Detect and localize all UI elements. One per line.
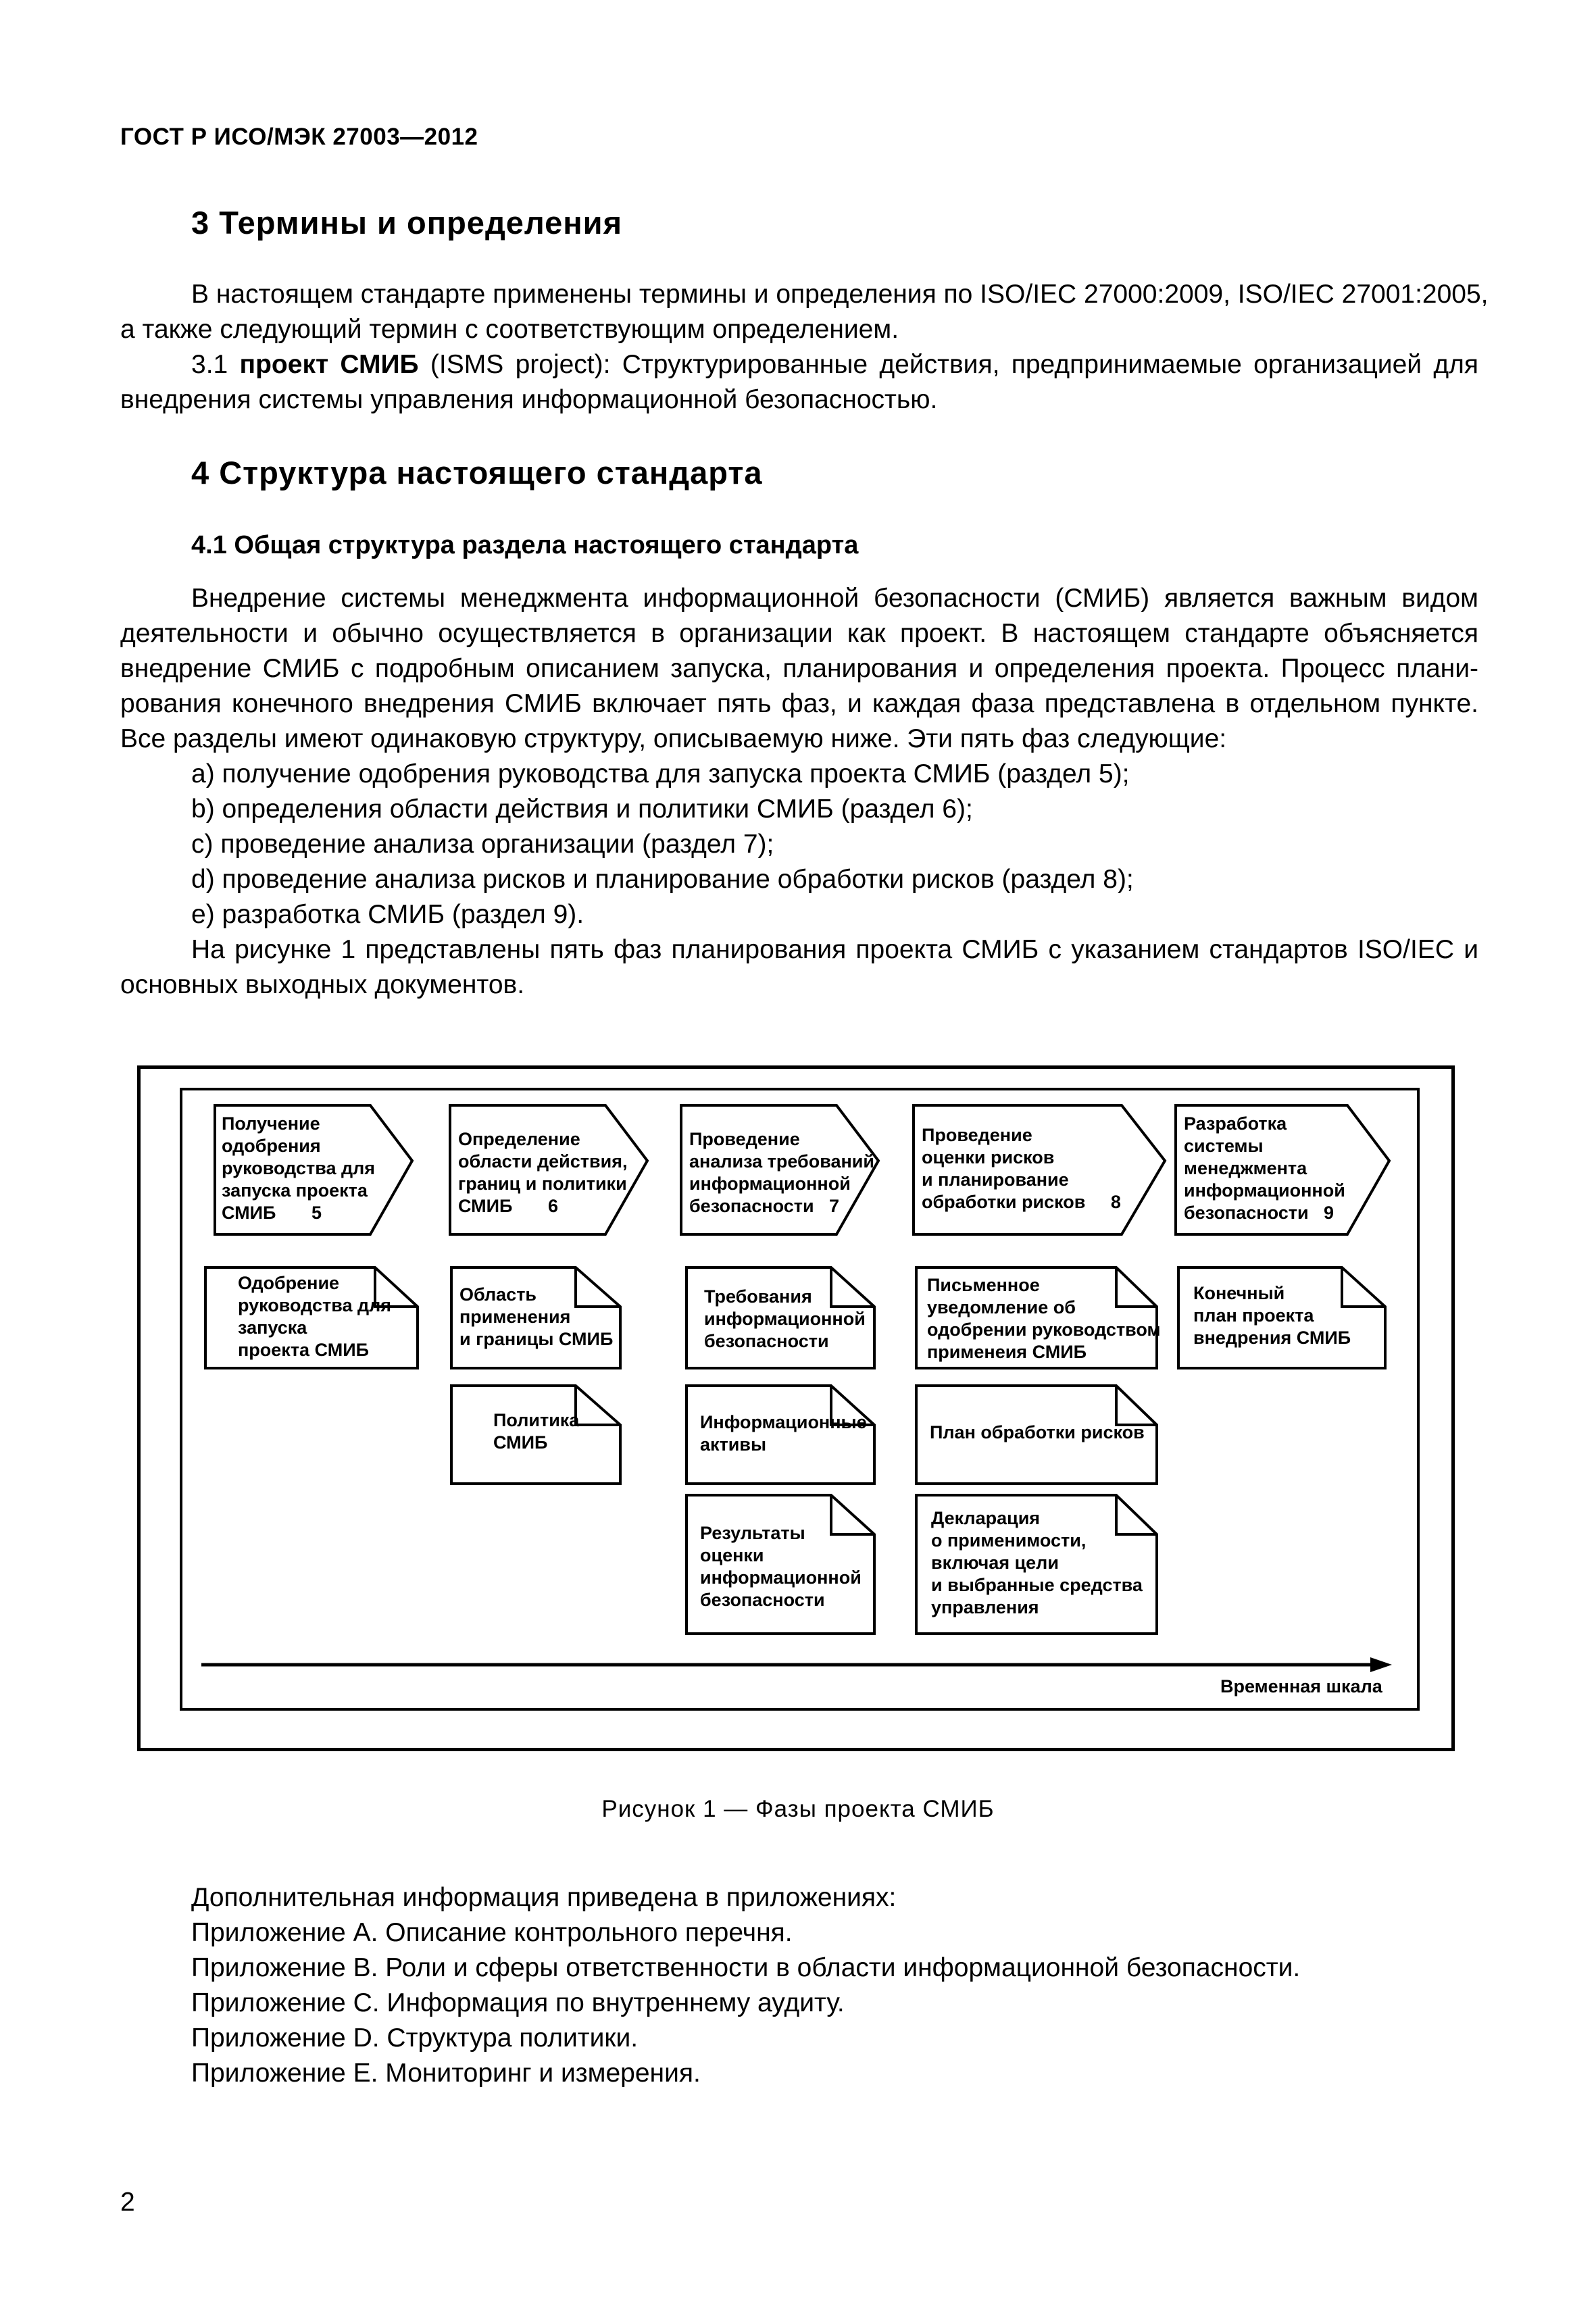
text-line: основных выходных документов. [120,970,525,999]
timeline-arrowhead [1370,1657,1392,1672]
document-label-scope: Область применения и границы СМИБ [459,1284,614,1349]
text-line: внедрение СМИБ с подробным описанием запуска, планирования и определения проекта. Процесс плани- [120,654,1478,683]
list-item: d) проведение анализа рисков и планирование обработки рисков (раздел 8); [191,865,1134,894]
text-line: а также следующий термин с соответствующим определением. [120,315,899,344]
text-line: В настоящем стандарте применены термины и определения по ISO/IEC 27000:2009, ISO/IEC 27001:2005, [191,280,1489,309]
document-label-treatment-plan: План обработки рисков [930,1422,1145,1442]
annex-item: Приложение А. Описание контрольного перечня. [191,1918,793,1947]
document-header: ГОСТ Р ИСО/МЭК 27003—2012 [120,124,478,150]
document-label-assessment: Результаты оценки информационной безопасности [700,1523,862,1610]
text-line: внедрения системы управления информационной безопасностью. [120,385,938,414]
text-line: деятельности и обычно осуществляется в организации как проект. В настоящем стандарте объясняется [120,619,1478,648]
document-label-notification: Письменное уведомление об одобрении руководством применеия СМИБ [927,1275,1161,1362]
document-label-declaration: Декларация о применимости, включая цели и выбранные средства управления [931,1508,1143,1617]
annex-item: Приложение D. Структура политики. [191,2023,639,2053]
annex-item: Приложение С. Информация по внутреннему аудиту. [191,1988,845,2017]
text-line: рования конечного внедрения СМИБ включает пять фаз, и каждая фаза представлена в отдельном пункте. [120,689,1478,718]
text-line: Внедрение системы менеджмента информационной безопасности (СМИБ) является важным видом [191,584,1478,613]
annex-item: Приложение B. Роли и сферы ответственности в области информационной безопасности. [191,1953,1301,1982]
document-label-final-plan: Конечный план проекта внедрения СМИБ [1193,1283,1351,1348]
term-description: (ISMS project): Структурированные действия, предпринимаемые организацией для [430,350,1478,379]
annex-item: Приложение Е. Мониторинг и измерения. [191,2059,701,2088]
list-item: e) разработка СМИБ (раздел 9). [191,900,584,929]
section-4-1-title: 4.1 Общая структура раздела настоящего стандарта [191,531,859,559]
term-number: 3.1 [191,350,228,379]
annex-intro: Дополнительная информация приведена в приложениях: [191,1883,897,1912]
list-item: c) проведение анализа организации (раздел 7); [191,830,774,859]
document-label-assets: Информационные активы [700,1412,867,1455]
phase-label-2: Определение области действия, границ и политики СМИБ 6 [458,1129,628,1216]
timeline-label: Временная шкала [1220,1676,1382,1696]
section-3-title: 3 Термины и определения [191,205,622,241]
document-label-requirements: Требования информационной безопасности [704,1286,866,1351]
phase-label-3: Проведение анализа требований информационной безопасности 7 [689,1129,874,1216]
section-4-title: 4 Структура настоящего стандарта [191,455,763,491]
figure-caption: Рисунок 1 — Фазы проекта СМИБ [601,1796,995,1822]
phase-label-5: Разработка системы менеджмента информационной безопасности 9 [1184,1113,1345,1223]
term-name: проект СМИБ [239,350,419,379]
phase-label-1: Получение одобрения руководства для запуска проекта СМИБ 5 [222,1113,376,1223]
list-item: a) получение одобрения руководства для запуска проекта СМИБ (раздел 5); [191,759,1130,788]
text-line: На рисунке 1 представлены пять фаз планирования проекта СМИБ с указанием стандартов ISO/IEC и [191,935,1478,964]
text-line: Все разделы имеют одинаковую структуру, описываемую ниже. Эти пять фаз следующие: [120,724,1227,753]
phase-label-4: Проведение оценки рисков и планирование обработки рисков 8 [922,1125,1121,1212]
document-label-policy: Политика СМИБ [493,1410,580,1453]
document-label-approval: Одобрение руководства для запуска проекта СМИБ [238,1273,392,1360]
list-item: b) определения области действия и политики СМИБ (раздел 6); [191,795,973,824]
page-number: 2 [120,2188,135,2217]
